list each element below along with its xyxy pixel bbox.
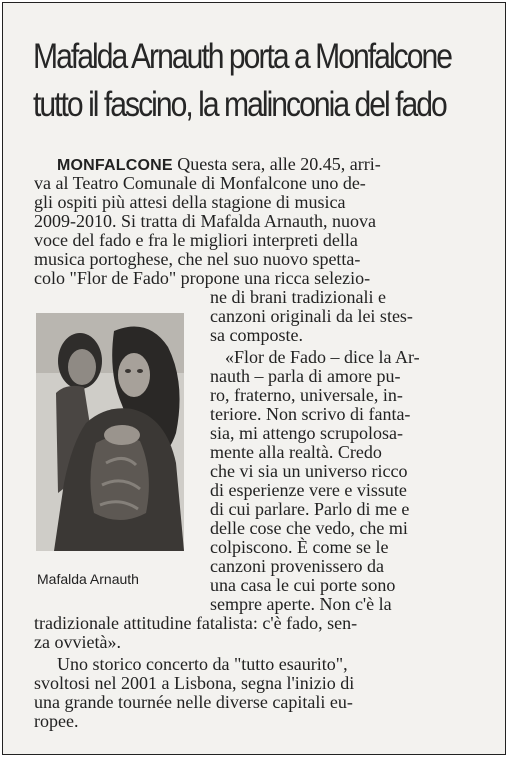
body-line: sempre aperte. Non c'è la	[210, 594, 392, 614]
body-line: nauth – parla di amore pu-	[210, 366, 401, 386]
body-line: una grande tournée nelle diverse capitali eu-	[34, 692, 353, 712]
body-line: «Flor de Fado – dice la Ar-	[225, 347, 420, 367]
body-line: za ovvietà».	[34, 632, 121, 652]
body-line: mente alla realtà. Credo	[210, 442, 382, 462]
body-line: colpiscono. È come se le	[210, 537, 389, 557]
body-line: svoltosi nel 2001 a Lisbona, segna l'inizio di	[34, 673, 355, 693]
body-line: ro, fraterno, universale, in-	[210, 385, 403, 405]
body-line: colo "Flor de Fado" propone una ricca selezio-	[34, 268, 371, 288]
body-line: Questa sera, alle 20.45, arri-	[177, 154, 381, 174]
body-line: sa composte.	[210, 325, 303, 345]
body-line: tradizionale attitudine fatalista: c'è fado, sen-	[34, 613, 358, 633]
body-line: ne di brani tradizionali e	[210, 287, 386, 307]
body-line: canzoni originali da lei stes-	[210, 306, 413, 326]
body-line: delle cose che vedo, che mi	[210, 518, 408, 538]
artist-photo	[36, 313, 184, 551]
body-line: che vi sia un universo ricco	[210, 461, 408, 481]
body-line: musica portoghese, che nel suo nuovo spetta-	[34, 249, 361, 269]
body-line: 2009-2010. Si tratta di Mafalda Arnauth, nuova	[34, 211, 376, 231]
headline-line: Mafalda Arnauth porta a Monfalcone	[33, 37, 452, 76]
body-line: sia, mi attengo scrupolosa-	[210, 423, 403, 443]
body-line: va al Teatro Comunale di Monfalcone uno de-	[34, 173, 366, 193]
newspaper-clipping	[2, 2, 506, 755]
body-line: gli ospiti più attesi della stagione di musica	[34, 192, 346, 212]
body-line: Uno storico concerto da "tutto esaurito",	[57, 654, 348, 674]
headline-line: tutto il fascino, la malinconia del fado	[33, 85, 446, 124]
body-line: teriore. Non scrivo di fanta-	[210, 404, 411, 424]
body-line: ropee.	[34, 711, 79, 731]
body-line: di cui parlare. Parlo di me e	[210, 499, 410, 519]
headline	[33, 33, 452, 129]
body-line: di esperienze vere e vissute	[210, 480, 407, 500]
body-line: canzoni provenissero da	[210, 556, 384, 576]
photo-caption: Mafalda Arnauth	[37, 571, 139, 587]
body-line: voce del fado e fra le migliori interpreti della	[34, 230, 358, 250]
dateline: MONFALCONE	[57, 157, 173, 174]
body-line: una casa le cui porte sono	[210, 575, 396, 595]
